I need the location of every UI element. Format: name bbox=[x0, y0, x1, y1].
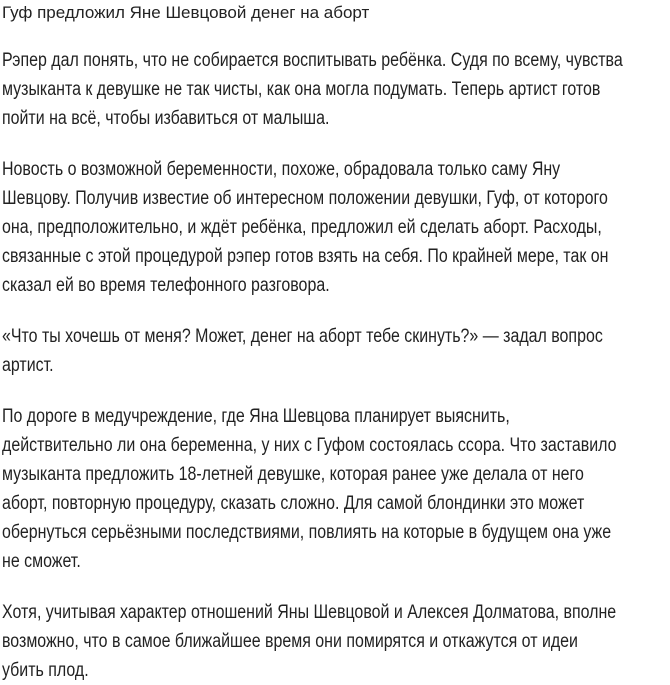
text-line: действительно ли она беременна, у них с Гуфом состоялась ссора. Что заставило bbox=[2, 435, 617, 456]
paragraph-4 bbox=[2, 402, 668, 576]
text-line: возможно, что в самое ближайшее время они помирятся и откажутся от идеи bbox=[2, 631, 578, 652]
paragraph-5 bbox=[2, 598, 668, 685]
text-line: она, предположительно, и ждёт ребёнка, предложил ей сделать аборт. Расходы, bbox=[2, 217, 602, 238]
text-line: Шевцову. Получив известие об интересном положении девушки, Гуф, от которого bbox=[2, 188, 608, 209]
text-line: пойти на всё, чтобы избавиться от малыша. bbox=[2, 108, 330, 129]
paragraph-2 bbox=[2, 155, 668, 300]
text-line: Рэпер дал понять, что не собирается воспитывать ребёнка. Судя по всему, чувства bbox=[2, 50, 623, 71]
paragraph-1 bbox=[2, 46, 668, 133]
text-line: сказал ей во время телефонного разговора. bbox=[2, 275, 330, 296]
text-line: музыканта предложить 18-летней девушке, которая ранее уже делала от него bbox=[2, 464, 584, 485]
text-line: музыканта к девушке не так чисты, как она могла подумать. Теперь артист готов bbox=[2, 79, 601, 100]
text-line: убить плод. bbox=[2, 660, 89, 681]
text-line: «Что ты хочешь от меня? Может, денег на аборт тебе скинуть?» — задал вопрос bbox=[2, 326, 603, 347]
text-line: артист. bbox=[2, 355, 54, 376]
text-line: Новость о возможной беременности, похоже, обрадовала только саму Яну bbox=[2, 159, 561, 180]
text-line: не сможет. bbox=[2, 551, 81, 572]
article bbox=[2, 0, 668, 685]
text-line: Хотя, учитывая характер отношений Яны Шевцовой и Алексея Долматова, вполне bbox=[2, 602, 617, 623]
text-line: связанные с этой процедурой рэпер готов взять на себя. По крайней мере, так он bbox=[2, 246, 609, 267]
article-title: Гуф предложил Яне Шевцовой денег на аборт bbox=[2, 3, 370, 22]
text-line: По дороге в медучреждение, где Яна Шевцова планирует выяснить, bbox=[2, 406, 510, 427]
text-line: аборт, повторную процедуру, сказать сложно. Для самой блондинки это может bbox=[2, 493, 585, 514]
paragraph-quote bbox=[2, 322, 668, 380]
text-line: обернуться серьёзными последствиями, повлиять на которые в будущем она уже bbox=[2, 522, 612, 543]
